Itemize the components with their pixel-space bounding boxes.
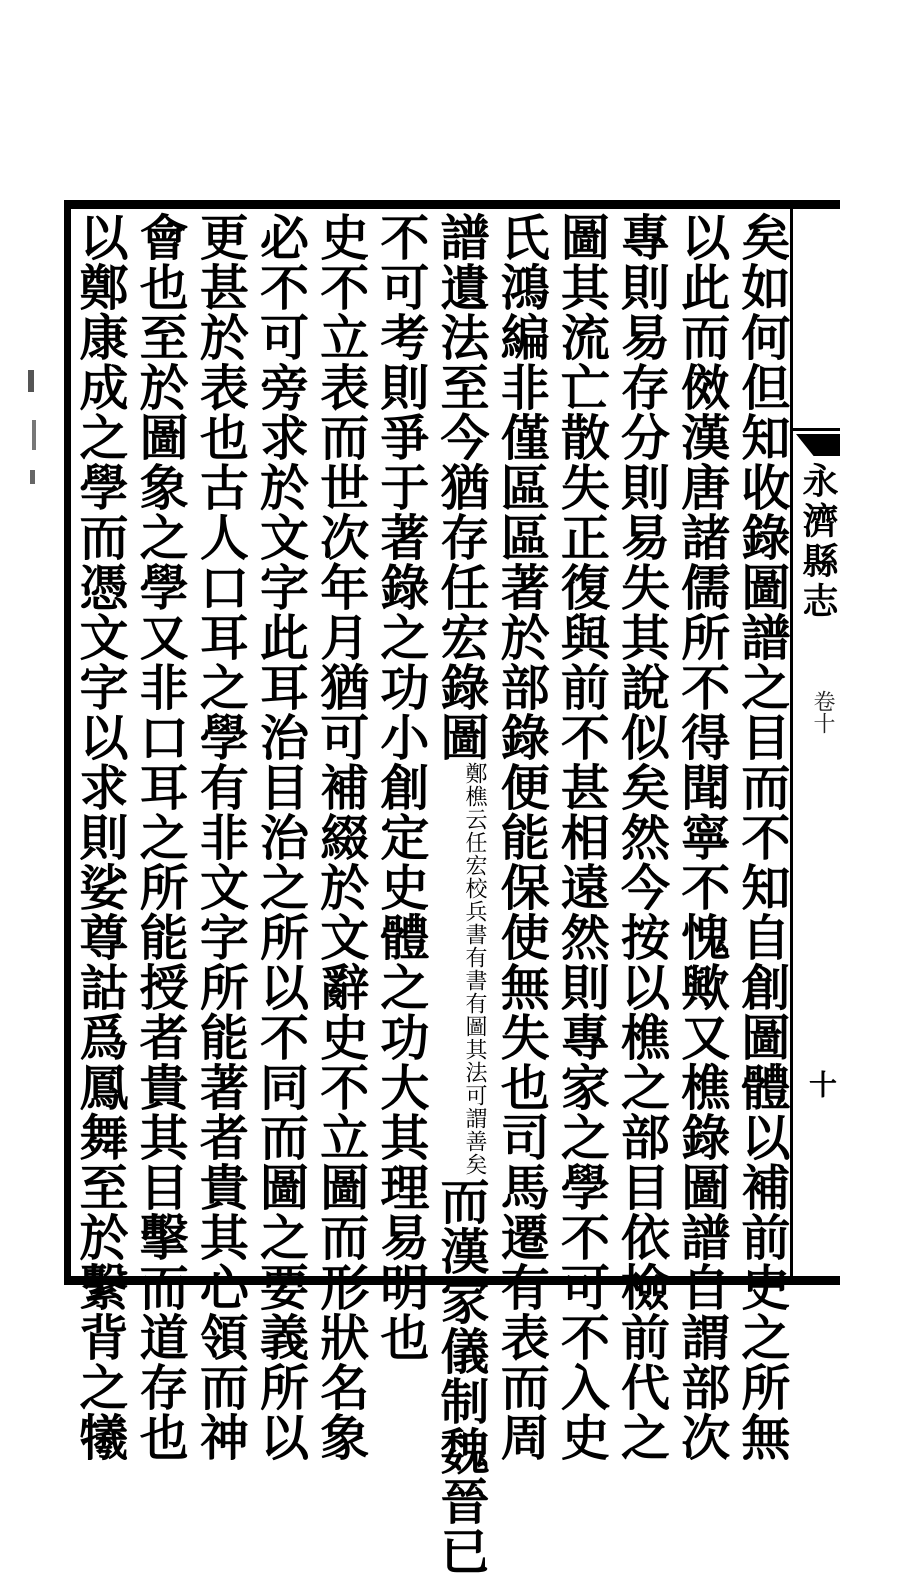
edge-mark	[30, 470, 35, 484]
text-column: 圖其流亡散失正復與前不甚相遠然則專家之學不可不入史	[553, 212, 612, 1462]
interlinear-note: 鄭樵云任宏校兵書有書有圖其法可謂善矣	[462, 762, 488, 1176]
text-column: 必不可旁求於文字此耳治目治之所以不同而圖之要義所以	[252, 212, 311, 1462]
page-number: 十	[805, 1070, 838, 1098]
text-column: 以此而傚漢唐諸儒所不得聞寧不愧歟又樵錄圖譜自謂部次	[673, 212, 732, 1462]
text-column: 氏鴻編非僅區區著於部錄便能保使無失也司馬遷有表而周	[493, 212, 552, 1462]
text-column: 不可考則爭于著錄之功小創定史體之功大其理易明也	[372, 212, 431, 1362]
text-column: 會也至於圖象之學又非口耳之所能授者貴其目擊而道存也	[132, 212, 191, 1462]
column-text: 譜遺法至今猶存任宏錄圖	[433, 212, 492, 762]
margin-strip	[790, 200, 840, 1285]
text-column: 更甚於表也古人口耳之學有非文字所能著者貴其心領而神	[192, 212, 251, 1462]
edge-mark	[28, 370, 34, 392]
text-column: 專則易存分則易失其說似矣然今按以樵之部目依檢前代之	[613, 212, 672, 1462]
chapter-label: 卷十	[810, 690, 835, 734]
edge-mark	[32, 420, 36, 450]
column-text: 而漢家儀制魏晉已	[433, 1176, 492, 1576]
book-title: 永濟縣志	[797, 462, 839, 622]
text-column: 矣如何但知收錄圖譜之目而不知自創圖體以補前史之所無	[733, 212, 792, 1462]
text-column: 以鄭康成之學而憑文字以求則娑尊詁爲鳳舞至於繫背之犧	[72, 212, 130, 1462]
margin-divider	[790, 428, 840, 431]
text-column: 史不立表而世次年月猶可補綴於文辭史不立圖而形狀名象	[312, 212, 371, 1462]
text-column-with-note	[433, 212, 492, 1576]
text-columns	[72, 212, 792, 1576]
